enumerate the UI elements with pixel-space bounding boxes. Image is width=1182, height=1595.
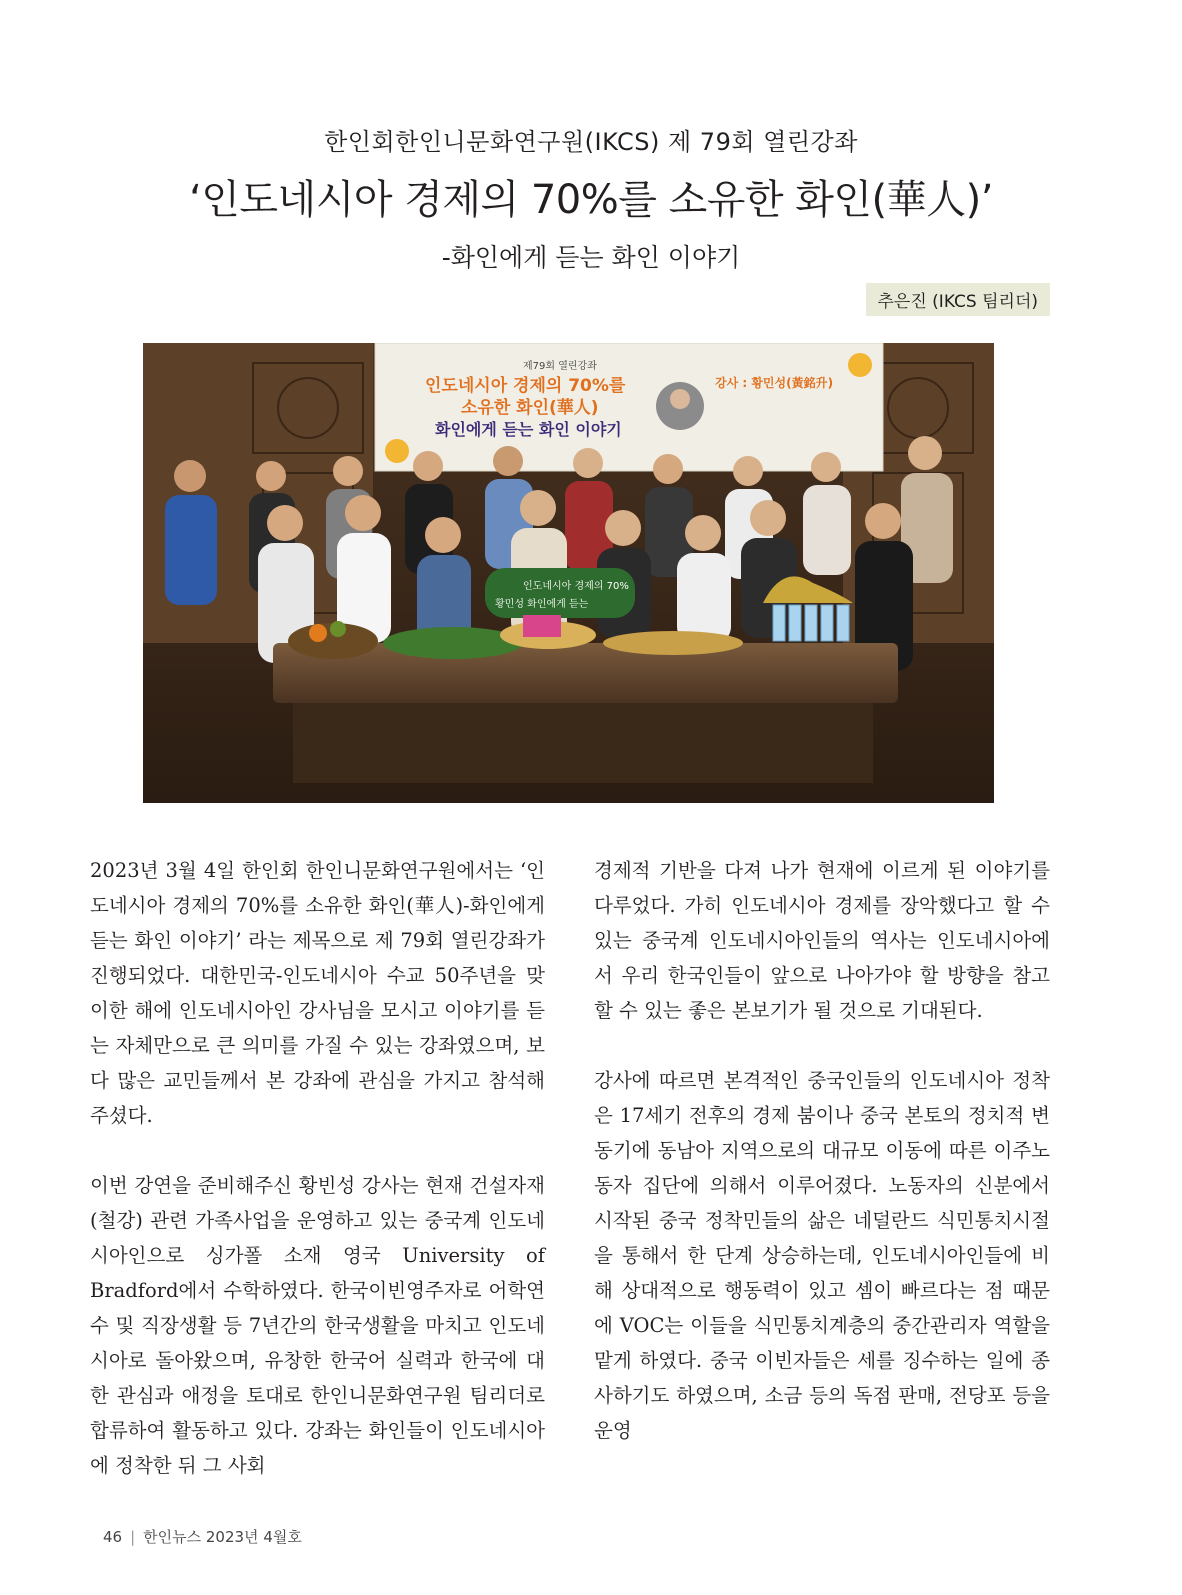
article-paragraph: 2023년 3월 4일 한인회 한인니문화연구원에서는 ‘인도네시아 경제의 70%를 소유한 화인(華人)-화인에게 듣는 화인 이야기’ 라는 제목으로 제 79회 열린강좌가 진행되었다. 대한민국-인도네시아 수교 50주년을 맞이한 해에 인도네시아인 강사님을 모시고 이야기를 듣는 자체만으로 큰 의미를 가질 수 있는 강좌였으며, 보다 많은 교민들께서 본 강좌에 관심을 가지고 참석해 주셨다. <box>90 859 545 1127</box>
author-byline: 추은진 (IKCS 팀리더) <box>866 283 1051 316</box>
banner-title-line3: 화인에게 듣는 화인 이야기 <box>435 420 622 439</box>
article-column-left <box>90 853 545 1518</box>
banner-heading: 제79회 열린강좌 <box>523 361 597 372</box>
article-paragraph: 경제적 기반을 다져 나가 현재에 이르게 된 이야기를 다루었다. 가히 인도네시아 경제를 장악했다고 할 수 있는 중국계 인도네시아인들의 역사는 인도네시아에서 우리 한국인들이 앞으로 나아가야 할 방향을 참고할 수 있는 좋은 본보기가 될 것으로 기대된다. <box>594 859 1050 1022</box>
article-column-right <box>594 853 1050 1483</box>
article-title: ‘인도네시아 경제의 70%를 소유한 화인(華人)’ <box>189 177 993 223</box>
page-footer <box>103 1526 302 1547</box>
banner-speaker: 강사 : 황민성(黃銘升) <box>715 376 834 390</box>
leaf-sign-line1: 인도네시아 경제의 70% <box>523 581 629 592</box>
footer-separator: | <box>130 1528 136 1546</box>
article-subtitle: -화인에게 듣는 화인 이야기 <box>441 243 741 272</box>
publication-name: 한인뉴스 2023년 4월호 <box>143 1528 302 1546</box>
page-number: 46 <box>103 1528 123 1546</box>
banner-title-line1: 인도네시아 경제의 70%를 <box>425 376 626 396</box>
group-photo <box>143 343 994 803</box>
article-kicker: 한인회한인니문화연구원(IKCS) 제 79회 열린강좌 <box>324 128 858 156</box>
banner-title-line2: 소유한 화인(華人) <box>461 398 599 418</box>
article-paragraph: 이번 강연을 준비해주신 황빈성 강사는 현재 건설자재(철강) 관련 가족사업을 운영하고 있는 중국계 인도네시아인으로 싱가폴 소재 영국 University of Bradford에서 수학하였다. 한국이빈영주자로 어학연수 및 직장생활 등 7년간의 한국생활을 마치고 인도네시아로 돌아왔으며, 유창한 한국어 실력과 한국에 대한 관심과 애정을 토대로 한인니문화연구원 팀리더로 합류하여 활동하고 있다. 강좌는 화인들이 인도네시아에 정착한 뒤 그 사회 <box>90 1174 545 1477</box>
article-paragraph: 강사에 따르면 본격적인 중국인들의 인도네시아 정착은 17세기 전후의 경제 붐이나 중국 본토의 정치적 변동기에 동남아 지역으로의 대규모 이동에 따른 이주노동자 집단에 의해서 이루어졌다. 노동자의 신분에서 시작된 중국 정착민들의 삶은 네덜란드 식민통치시절을 통해서 한 단계 상승하는데, 인도네시아인들에 비해 상대적으로 행동력이 있고 셈이 빠르다는 점 때문에 VOC는 이들을 식민통치계층의 중간관리자 역할을 맡게 하였다. 중국 이빈자들은 세를 징수하는 일에 종사하기도 하였으며, 소금 등의 독점 판매, 전당포 등을 운영 <box>594 1069 1050 1442</box>
leaf-sign-line2: 황민성 화인에게 듣는 <box>495 599 589 610</box>
